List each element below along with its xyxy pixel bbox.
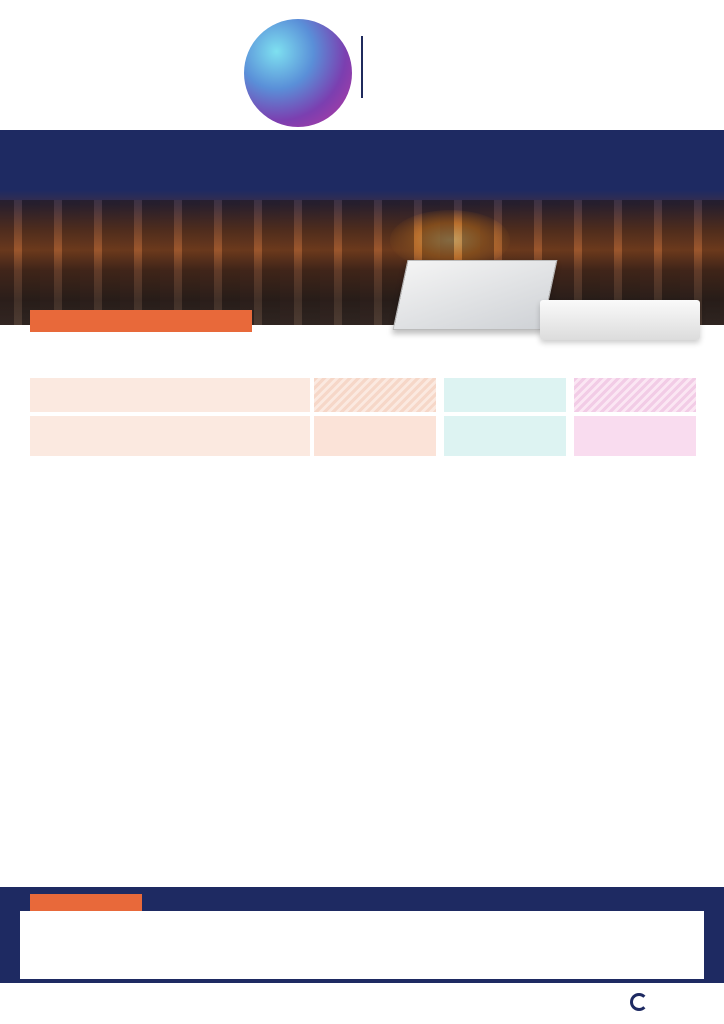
afce-logo — [244, 19, 352, 127]
solutions-tag — [30, 310, 252, 332]
cassette-unit-image — [393, 260, 558, 330]
conclusion-box — [20, 911, 704, 979]
class3-cell-r744 — [574, 378, 696, 412]
conclusion-section — [0, 887, 724, 983]
wall-unit-image — [540, 300, 700, 340]
pole-cristal-logo — [630, 989, 720, 1017]
radar-r454c — [30, 742, 250, 892]
class3-cell-r290 — [444, 378, 566, 412]
conclusion-tag — [30, 894, 142, 912]
class2-cell-r454c — [314, 416, 436, 456]
header — [0, 0, 724, 130]
logo-separator — [361, 36, 363, 98]
class3-row — [30, 378, 700, 412]
radar-r744 — [490, 742, 710, 892]
banner — [0, 130, 724, 325]
class2-cell-r744 — [574, 416, 696, 456]
class3-label — [30, 378, 310, 412]
class3-cell-r454c — [314, 378, 436, 412]
class2-row — [30, 416, 700, 456]
class2-cell-r290 — [444, 416, 566, 456]
radar-r290 — [270, 742, 490, 892]
class2-label — [30, 416, 310, 456]
pole-cristal-icon — [630, 993, 648, 1011]
